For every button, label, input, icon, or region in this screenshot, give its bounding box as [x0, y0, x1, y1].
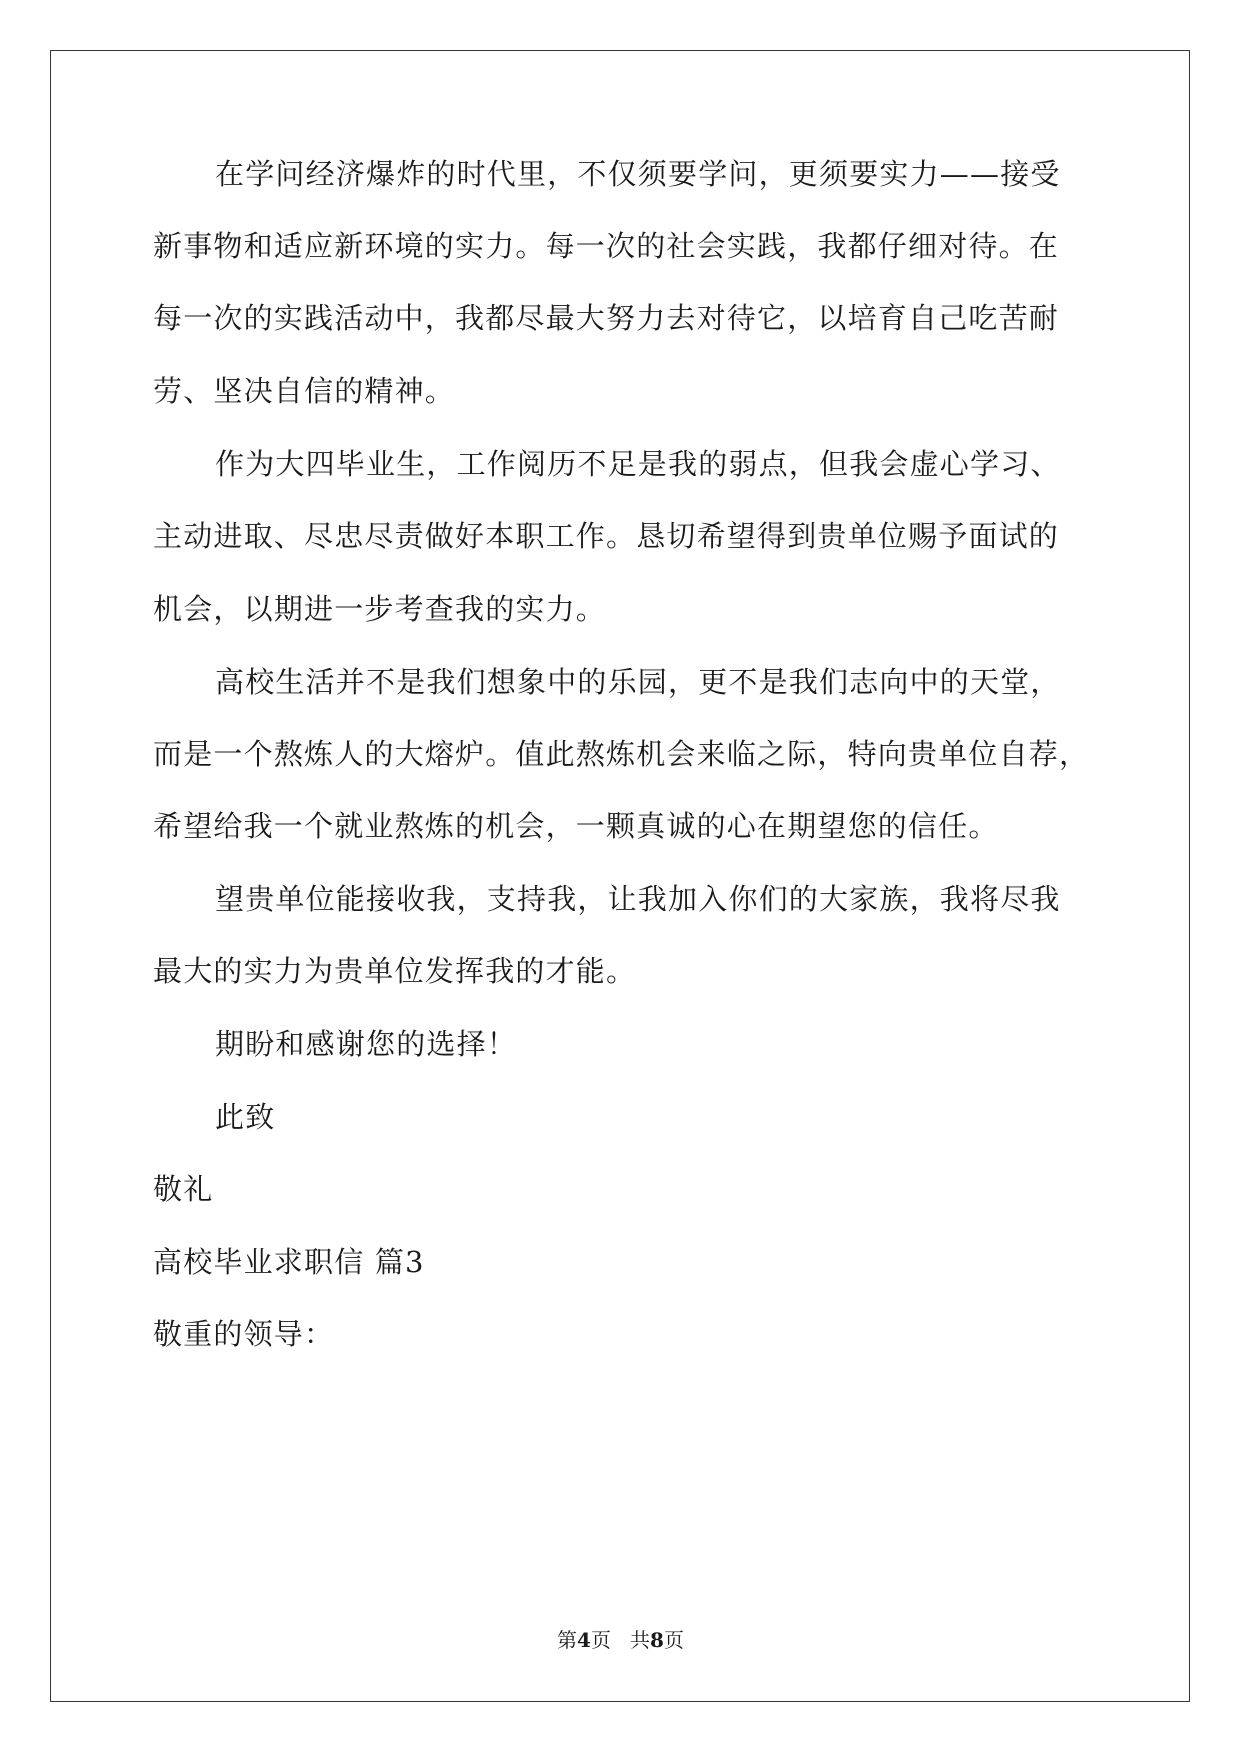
paragraph-line: 希望给我一个就业熬炼的机会，一颗真诚的心在期望您的信任。: [153, 809, 999, 843]
salutation-line: 敬礼: [153, 1172, 214, 1206]
footer-prefix: 第: [557, 1628, 578, 1652]
paragraph-line: 最大的实力为贵单位发挥我的才能。: [153, 954, 637, 988]
section-heading: 高校毕业求职信 篇3: [153, 1245, 425, 1279]
paragraph-line: 机会，以期进一步考查我的实力。: [153, 592, 607, 626]
paragraph-line: 望贵单位能接收我，支持我，让我加入你们的大家族，我将尽我: [215, 882, 1061, 916]
total-page-number: 8: [650, 1628, 664, 1652]
paragraph-line: 主动进取、尽忠尽责做好本职工作。恳切希望得到贵单位赐予面试的: [153, 519, 1060, 553]
paragraph-line: 作为大四毕业生，工作阅历不足是我的弱点，但我会虚心学习、: [215, 447, 1061, 481]
salutation-line: 此致: [215, 1100, 276, 1134]
footer-suffix: 页: [663, 1628, 684, 1652]
paragraph-line: 劳、坚决自信的精神。: [153, 374, 456, 408]
paragraph-line: 高校生活并不是我们想象中的乐园，更不是我们志向中的天堂，: [215, 665, 1061, 699]
current-page-number: 4: [577, 1628, 591, 1652]
footer-mid: 页 共: [590, 1628, 651, 1652]
paragraph-line: 而是一个熬炼人的大熔炉。值此熬炼机会来临之际，特向贵单位自荐，: [153, 737, 1090, 771]
paragraph-line: 在学问经济爆炸的时代里，不仅须要学问，更须要实力——接受: [215, 157, 1061, 191]
paragraph-line: 期盼和感谢您的选择！: [215, 1027, 518, 1061]
paragraph-line: 每一次的实践活动中，我都尽最大努力去对待它，以培育自己吃苦耐: [153, 301, 1060, 335]
greeting-line: 敬重的领导：: [153, 1317, 335, 1351]
paragraph-line: 新事物和适应新环境的实力。每一次的社会实践，我都仔细对待。在: [153, 229, 1060, 263]
page-footer: [0, 1626, 1241, 1654]
